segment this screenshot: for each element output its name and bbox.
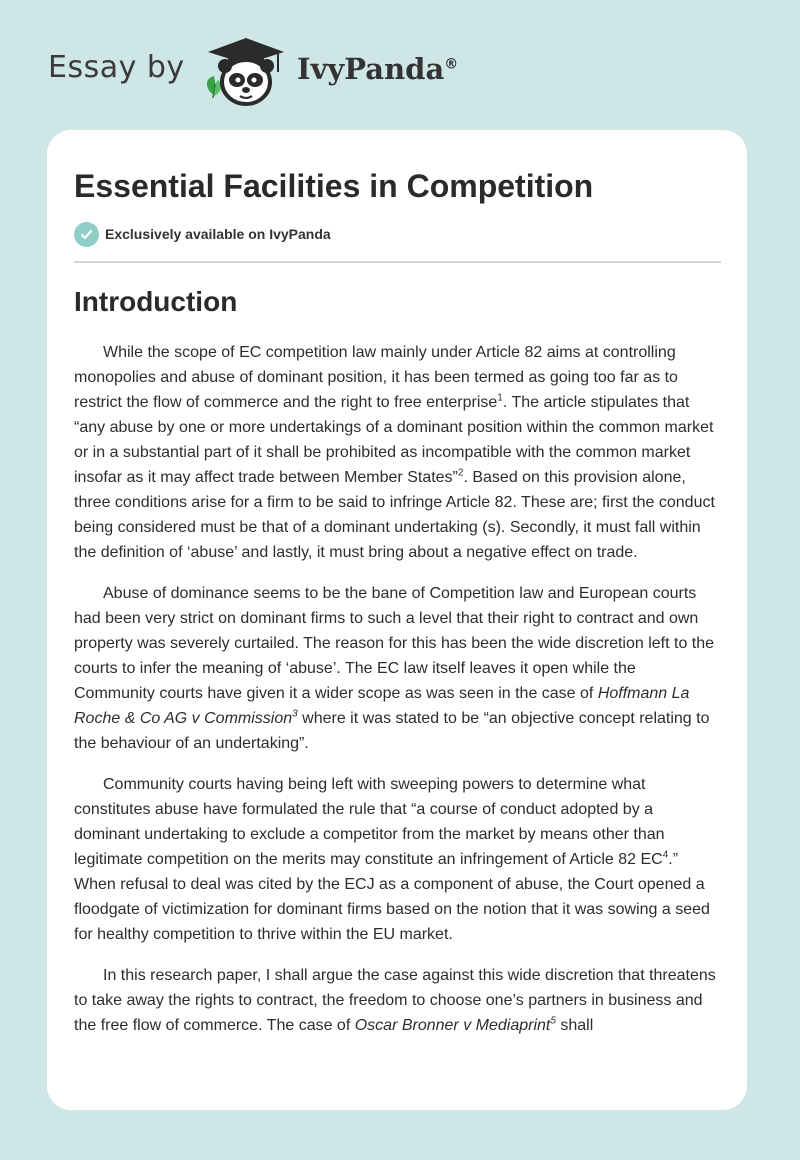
essay-body	[74, 340, 721, 1038]
essay-title: Essential Facilities in Competition	[74, 168, 594, 204]
registered-mark: ®	[444, 56, 459, 73]
footnote-ref: 5	[550, 1015, 556, 1027]
footnote-ref: 2	[457, 467, 464, 479]
footnote-ref: 3	[292, 708, 298, 720]
paragraph	[74, 340, 721, 565]
case-citation: Oscar Bronner v Mediaprint	[354, 1017, 551, 1034]
divider	[74, 261, 721, 263]
paragraph	[74, 963, 721, 1038]
brand-name[interactable]	[297, 52, 458, 86]
exclusive-badge	[74, 221, 721, 247]
text-run: Community courts having being left with sweeping powers to determine what constitutes abuse have formulated the rule that “a course of conduct adopted by a dominant undertaking to exclude a competitor from the market by means other than legitimate competition on the merits may constitute an infringement of Article 82 EC	[74, 776, 665, 868]
exclusive-label: Exclusively available on IvyPanda	[105, 226, 331, 242]
paragraph	[74, 772, 721, 947]
check-icon	[74, 222, 99, 247]
text-run: .” When refusal to deal was cited by the ECJ as a component of abuse, the Court opened a floodgate of victimization for dominant firms based on the notion that it was sowing a seed for healthy competition to thrive within the EU market.	[74, 851, 710, 943]
text-run: . Based on this provision alone, three conditions arise for a firm to be said to infringe Article 82. These are; first the conduct being considered must be that of a dominant undertaking (s). Secondly, it must fall within the definition of ‘abuse’ and lastly, it must bring about a negative effect on trade.	[74, 469, 715, 561]
section-heading: Introduction	[74, 286, 238, 317]
text-run: Abuse of dominance seems to be the bane of Competition law and European courts had been very strict on dominant firms to such a level that their right to contract and own property was severely curtailed. The reason for this has been the wide discretion left to the courts to infer the meaning of ‘abuse’. The EC law itself leaves it open while the Community courts have given it a wider scope as was seen in the case of	[74, 585, 715, 702]
case-citation: Hoffmann La Roche & Co AG v Commission	[74, 685, 690, 727]
panda-logo-icon[interactable]	[198, 34, 294, 110]
text-run: While the scope of EC competition law mainly under Article 82 aims at controlling monopolies and abuse of dominant position, it has been termed as going too far as to restrict the flow of commerce and the right to free enterprise	[74, 344, 678, 411]
text-run: where it was stated to be “an objective concept relating to the behaviour of an undertaking”.	[74, 710, 710, 752]
text-run: . The article stipulates that “any abuse by one or more undertakings of a dominant position within the common market or in a substantial part of it shall be prohibited as incompatible with the common market insofar as it may affect trade between Member States”	[74, 394, 714, 486]
essay-card	[47, 130, 747, 1110]
essay-by-label: Essay by	[48, 50, 185, 85]
text-run: shall	[555, 1017, 594, 1034]
site-header	[0, 0, 800, 130]
footnote-ref: 1	[497, 392, 503, 404]
text-run: In this research paper, I shall argue the case against this wide discretion that threatens to take away the rights to contract, the freedom to choose one’s partners in business and the free flow of commerce. The case of	[74, 967, 716, 1034]
footnote-ref: 4	[662, 849, 669, 861]
brand-text: IvyPanda	[297, 52, 445, 86]
paragraph	[74, 581, 721, 756]
